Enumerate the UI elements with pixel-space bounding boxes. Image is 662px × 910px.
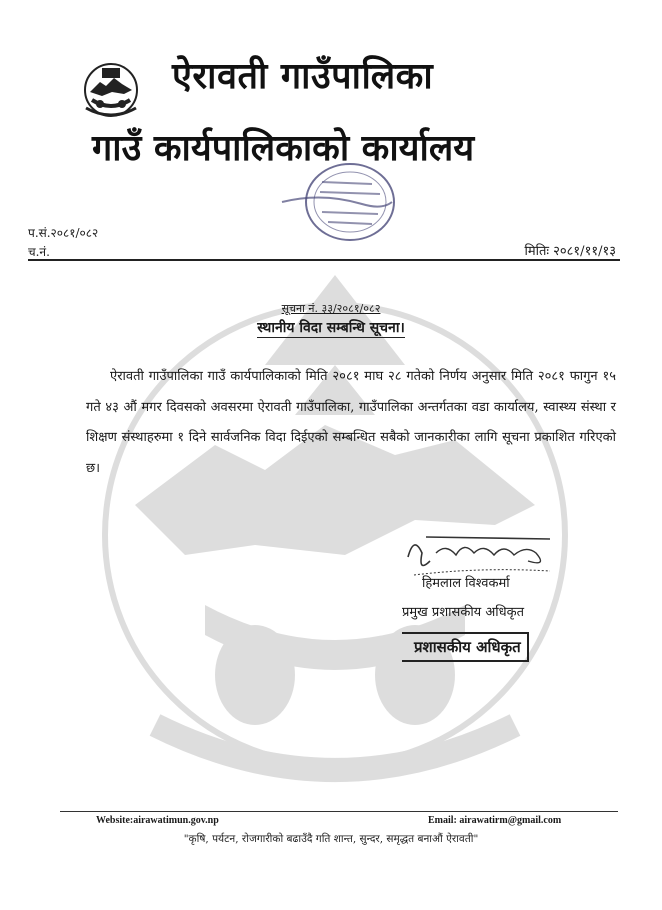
nepal-emblem-icon — [78, 62, 144, 118]
designation-stamp: प्रशासकीय अधिकृत — [402, 632, 529, 662]
notice-number — [0, 301, 662, 316]
footer-slogan: "कृषि, पर्यटन, रोजगारीको बढाउँदै गति शान्त, सुन्दर, समृद्धत बनाऔं ऐरावती" — [183, 833, 479, 845]
notice-title-text: स्थानीय विदा सम्बन्धि सूचना। — [257, 320, 405, 336]
office-name: ऐरावती गाउँपालिका — [172, 56, 434, 97]
header-divider — [28, 259, 620, 261]
dispatch-number: च.नं. — [28, 245, 50, 259]
signatory-title: प्रमुख प्रशासकीय अधिकृत — [402, 605, 525, 620]
office-seal-stamp — [262, 162, 402, 252]
reference-number: प.सं.२०८१/०८२ — [28, 226, 99, 240]
footer-divider — [60, 811, 618, 812]
notice-number-text: सूचना नं. ३३/२०८१/०८२ — [281, 302, 381, 315]
issue-date: मितिः २०८१/११/१३ — [524, 244, 616, 259]
notice-title — [0, 318, 662, 337]
office-subtitle: गाउँ कार्यपालिकाको कार्यालय — [92, 128, 475, 169]
notice-body: ऐरावती गाउँपालिका गाउँ कार्यपालिकाको मिति २०८१ माघ २८ गतेको निर्णय अनुसार मिति २०८१ फागुन १५ गते ४३ औं मगर दिवसको अवसरमा ऐरावती गाउँपालिका, गाउँपालिका अन्तर्गतका वडा कार्यालय, स्वास्थ्य संस्था र शिक्षण संस्थाहरुमा १ दिने सार्वजनिक विदा दिईएको सम्बन्धित सबैको जानकारीका लागि सूचना प्रकाशित गरिएको छ। — [86, 369, 616, 476]
email-link[interactable]: Email: airawatirm@gmail.com — [428, 815, 562, 826]
signatory-name: हिमलाल विश्वकर्मा — [422, 576, 510, 591]
website-link[interactable]: Website:airawatimun.gov.np — [96, 815, 219, 826]
